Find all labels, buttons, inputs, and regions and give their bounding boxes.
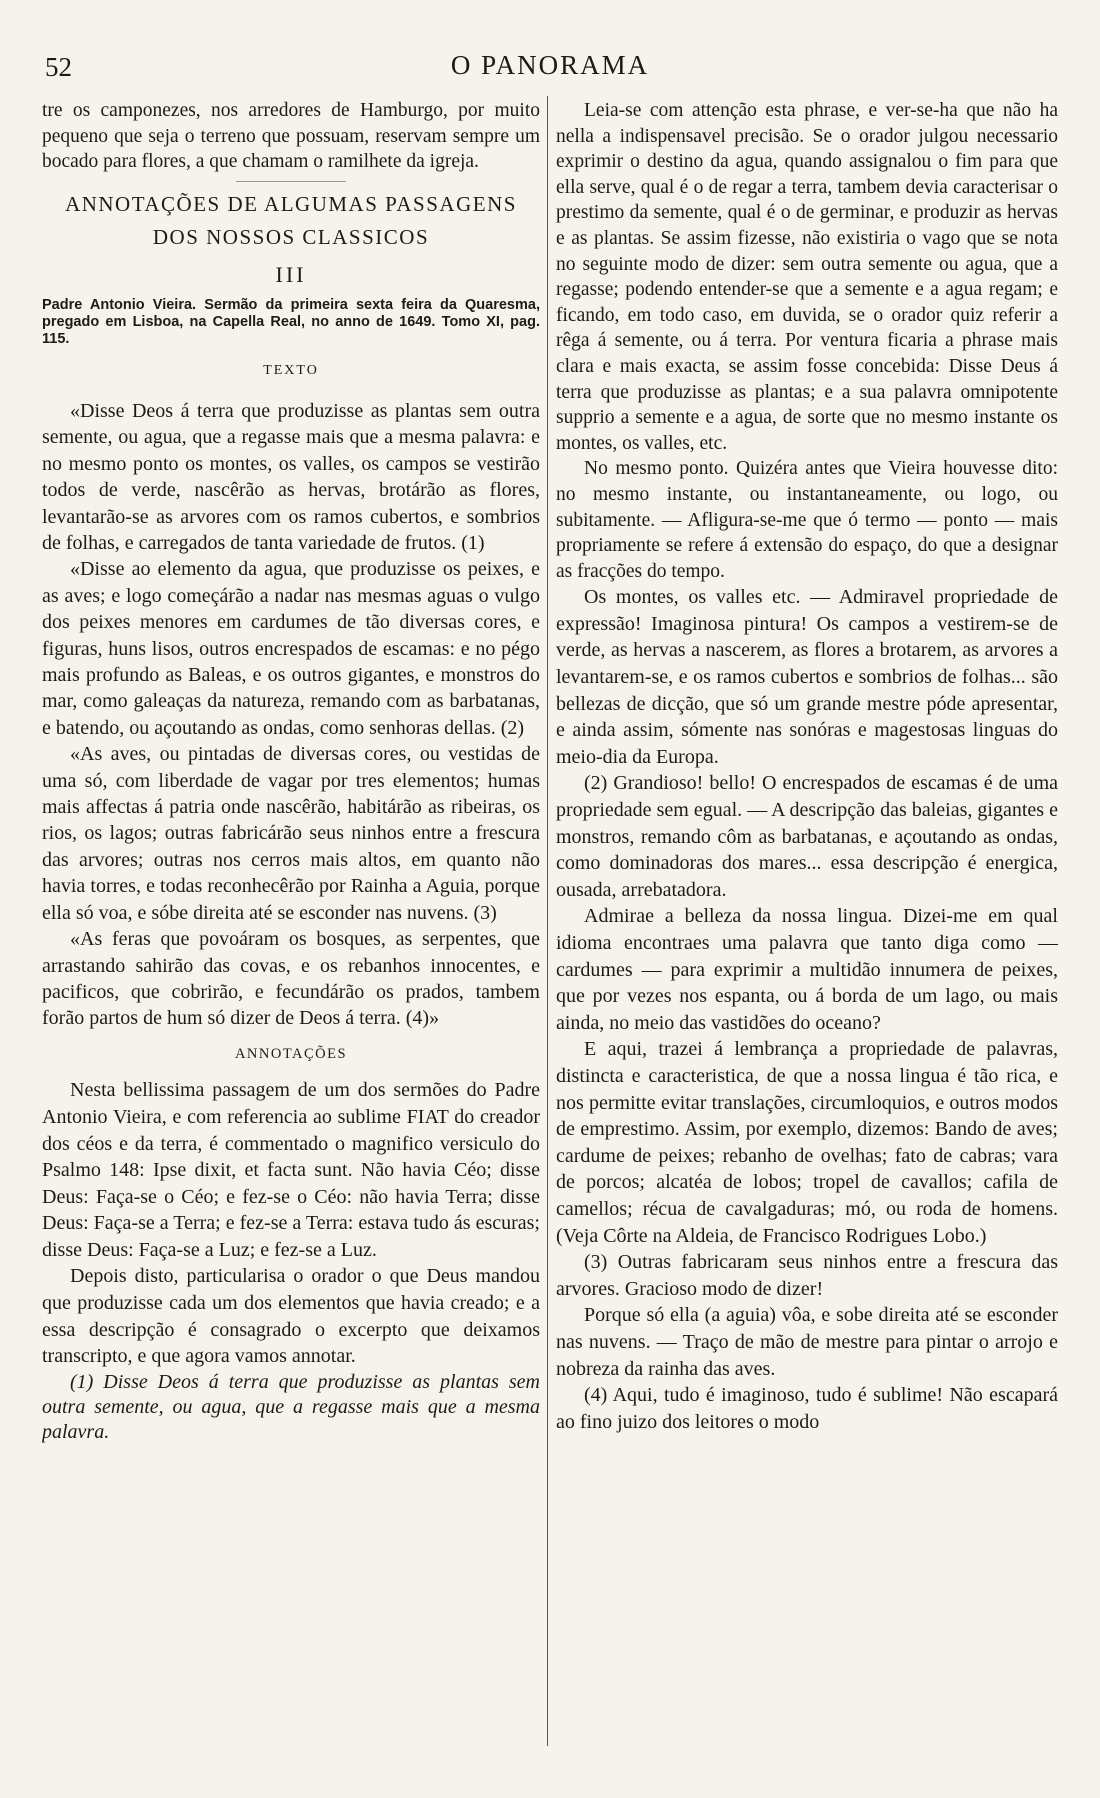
commentary-paragraph: Leia-se com attenção esta phrase, e ver-se-ha que não ha nella a indispensavel precisão. Se o orador julgou necessario exprimir o destino da agua, quando assignalou o fim para que ella serve, qual é o de regar a terra, tambem devia caracterisar o prestimo da semente, qual é o de germinar, e produzir as hervas e as plantas. Se assim fizesse, não existiria o vago que se nota no seguinte modo de dizer: sem outra semente ou agua, que a regasse; podendo entender-se que a semente e a agua regam; e ficando, em todo caso, em duvida, se o orador quiz referir a rêga á semente, ou á terra. Por ventura ficaria a phrase mais clara e mais exacta, se assim fosse concebida: Disse Deus á terra que produzisse as plantas; e a sua palavra omnipotente supprio a semente e a agua, de sorte que no mesmo instante os montes, os valles, etc. [556, 100, 1058, 454]
quote-paragraph: «Disse Deos á terra que produzisse as plantas sem outra semente, ou agua, que a regasse mais que a mesma palavra: e no mesmo ponto os montes, os valles, os campos se vestirão todos de verde, nascêrão as hervas, brotárão as flores, levantarão-se as arvores com os ramos cubertos, e sombrios de folhas, e carregados de tanta variedade de frutos. (1) [42, 399, 540, 554]
quoted-text [42, 398, 540, 1032]
commentary-paragraph: Os montes, os valles etc. — Admiravel propriedade de expressão! Imaginosa pintura! Os campos a vestirem-se de verde, as hervas a nascerem, as flores a brotarem, as arvores a levantarem-se, e os ramos cubertos e sombrios de folhas... são bellezas de dicção, que só um grande mestre póde apresentar, e ainda assim, sómente nas sonóras e magestosas linguas do meio-dia da Europa. [556, 586, 1058, 768]
column-divider [547, 96, 548, 1746]
text-heading: TEXTO [263, 363, 319, 379]
intro-paragraph: tre os camponezes, nos arredores de Hamburgo, por muito pequeno que seja o terreno que possuam, reservam sempre um bocado para flores, a que chamam o ramilhete da igreja. [42, 100, 540, 173]
commentary-paragraph: (4) Aqui, tudo é imaginoso, tudo é sublime! Não escapará ao fino juizo dos leitores o modo [556, 1384, 1058, 1433]
commentary-paragraph: (2) Grandioso! bello! O encrespados de escamas é de uma propriedade sem egual. — A descripção das baleias, gigantes e monstros, remando côm as barbatanas, e açoutando as ondas, como dominadoras dos mares... essa descripção é energica, ousada, arrebatadora. [556, 772, 1058, 901]
section-number: III [275, 261, 307, 287]
left-column [42, 98, 540, 1758]
annotations-body [42, 1077, 540, 1370]
section-rule [236, 181, 346, 182]
source-reference: Padre Antonio Vieira. Sermão da primeira sexta feira da Quaresma, pregado em Lisboa, na Capella Real, no anno de 1649. Tomo XI, pag. 115. [42, 297, 540, 348]
annotation-paragraph: Depois disto, particularisa o orador o que Deus mandou que produzisse cada um dos elementos que havia creado; e a essa descripção é consagrado o excerpto que deixamos transcripto, e que agora vamos annotar. [42, 1265, 540, 1368]
quote-paragraph: «Disse ao elemento da agua, que produzisse os peixes, e as aves; e logo começárão a nadar nas mesmas aguas o vulgo dos peixes menores em cardumes de tão diversas cores, e figuras, huns lisos, outros encrespados de escamas: e no pégo mais profundo as Baleas, e os outros gigantes, e monstros do mar, como galeaças da natureza, remando com as barbatanas, e batendo, ou açoutando as ondas, como senhoras dellas. (2) [42, 558, 540, 739]
annotation-paragraph: Nesta bellissima passagem de um dos sermões do Padre Antonio Vieira, e com referencia ao sublime FIAT do creador dos céos e da terra, é commentado o magnifico versiculo do Psalmo 148: Ipse dixit, et facta sunt. Não havia Céo; disse Deus: Faça-se o Céo; e fez-se o Céo: não havia Terra; disse Deus: Faça-se a Terra; e fez-se a Terra: estava tudo ás escuras; disse Deus: Faça-se a Luz; e fez-se a Luz. [42, 1079, 540, 1261]
section-title-line-2: DOS NOSSOS CLASSICOS [152, 224, 430, 249]
footnote-1: (1) Disse Deos á terra que produzisse as plantas sem outra semente, ou agua, que a regasse mais que a mesma palavra. [42, 1370, 540, 1443]
page-number: 52 [45, 52, 72, 82]
right-column [556, 98, 1058, 1758]
annotations-heading: ANNOTAÇÕES [234, 1045, 348, 1062]
section-title-line-1: ANNOTAÇÕES DE ALGUMAS PASSAGENS [65, 191, 517, 216]
journal-title: O PANORAMA [450, 50, 650, 80]
quote-paragraph: «As feras que povoáram os bosques, as serpentes, que arrastando sahirão das covas, e os rebanhos innocentes, e pacificos, que cobrirão, e fecundárão os prados, tambem forão partos de hum só dizer de Deos á terra. (4)» [42, 928, 540, 1030]
commentary-paragraph: (3) Outras fabricaram seus ninhos entre a frescura das arvores. Gracioso modo de dizer! [556, 1251, 1058, 1300]
commentary-paragraph: Porque só ella (a aguia) vôa, e sobe direita até se esconder nas nuvens. — Traço de mão de mestre para pintar o arrojo e nobreza da rainha das aves. [556, 1304, 1058, 1380]
quote-paragraph: «As aves, ou pintadas de diversas cores, ou vestidas de uma só, com liberdade de vagar por tres elementos; humas mais affectas á patria onde nascêrão, habitárão as ribeiras, os rios, os lagos; outras fabricárão seus ninhos entre a frescura das arvores; outras nos cerros mais altos, em quanto não havia torres, e todas reconhecêrão por Rainha a Aguia, porque ella só voa, e sóbe direita até se esconder nas nuvens. (3) [42, 743, 540, 924]
commentary-paragraph: E aqui, trazei á lembrança a propriedade de palavras, distincta e caracteristica, de que a nossa lingua é tão rica, e nos permitte evitar translações, circumloquios, e outros modos de emprestimo. Assim, por exemplo, dizemos: Bando de aves; cardume de peixes; rebanho de ovelhas; fato de cabras; vara de porcos; alcatéa de lobos; tropel de cavallos; cafila de camellos; récua de cavalgaduras; mó, ou roda de homens. (Veja Côrte na Aldeia, de Francisco Rodrigues Lobo.) [556, 1038, 1058, 1247]
commentary-paragraph: Admirae a belleza da nossa lingua. Dizei-me em qual idioma encontraes uma palavra que tanto diga como — cardumes — para exprimir a multidão innumera de peixes, que por vezes nos espanta, ou á borda de um lago, ou mais ainda, no meio das vastidões do oceano? [556, 905, 1058, 1034]
commentary-paragraph: No mesmo ponto. Quizéra antes que Vieira houvesse dito: no mesmo instante, ou instantaneamente, ou logo, ou subitamente. — Afligura-se-me que ó termo — ponto — mais propriamente se refere á extensão do espaço, do que a designar as fracções do tempo. [556, 458, 1058, 582]
